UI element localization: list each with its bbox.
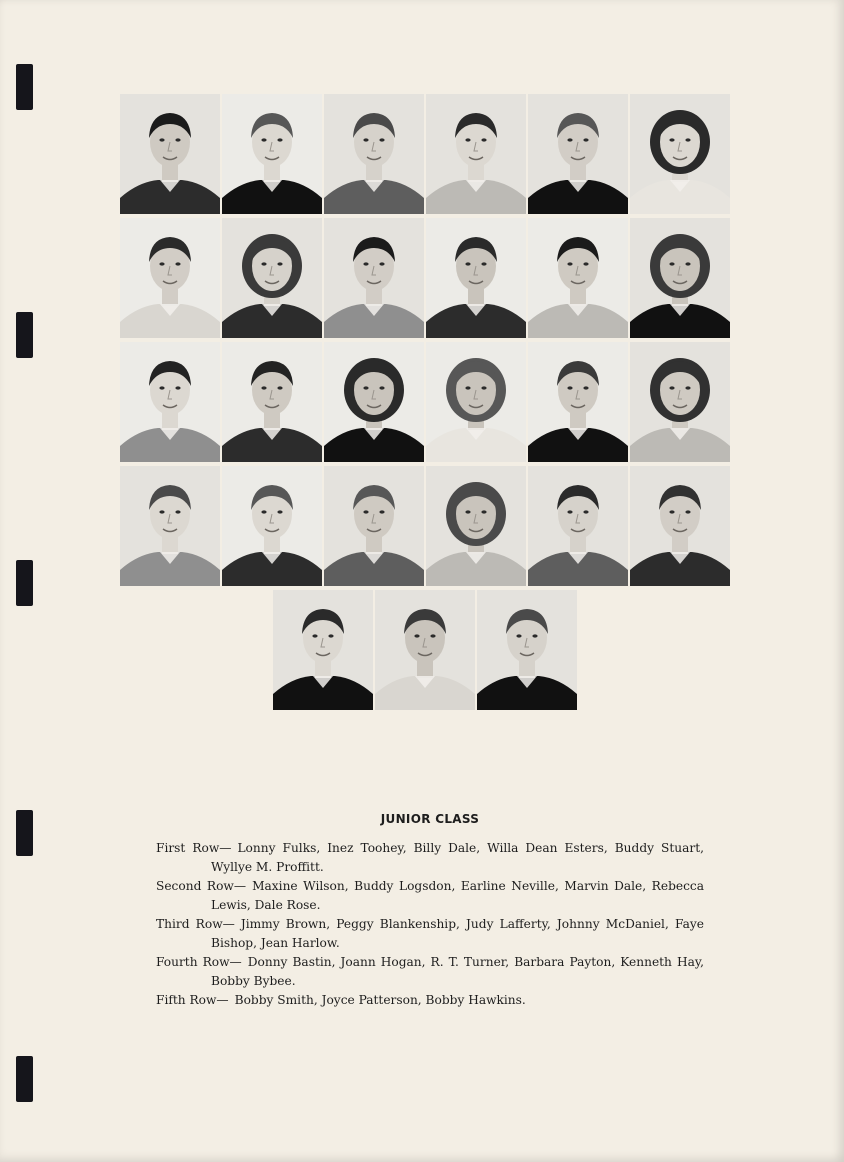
caption-row-second [156, 877, 704, 915]
photo-row-first [120, 94, 732, 216]
row-label: Fifth Row— [156, 993, 229, 1007]
student-portrait [375, 590, 475, 710]
student-portrait [630, 466, 730, 586]
caption-row-third [156, 915, 704, 953]
portrait-photo [222, 342, 322, 462]
portrait-photo [426, 466, 526, 586]
photo-row-fifth [120, 590, 732, 712]
portrait-photo [630, 466, 730, 586]
student-portrait [426, 94, 526, 214]
student-portrait [426, 218, 526, 338]
binder-hole [16, 64, 33, 110]
student-portrait [222, 94, 322, 214]
caption-row-fourth [156, 953, 704, 991]
portrait-photo [120, 94, 220, 214]
student-portrait [273, 590, 373, 710]
class-photo-grid [120, 94, 732, 714]
binder-hole [16, 1056, 33, 1102]
row-label: Second Row— [156, 879, 247, 893]
student-portrait [324, 466, 424, 586]
row-label: First Row— [156, 841, 232, 855]
student-portrait [324, 218, 424, 338]
binder-hole [16, 810, 33, 856]
student-portrait [477, 590, 577, 710]
student-portrait [120, 218, 220, 338]
junior-class-caption [156, 810, 704, 1010]
portrait-photo [324, 218, 424, 338]
portrait-photo [222, 466, 322, 586]
binder-hole [16, 312, 33, 358]
student-portrait [324, 94, 424, 214]
student-portrait [120, 342, 220, 462]
portrait-photo [426, 94, 526, 214]
student-portrait [120, 466, 220, 586]
photo-row-fourth [120, 466, 732, 588]
row-names: Bobby Smith, Joyce Patterson, Bobby Hawkins. [234, 993, 526, 1007]
row-label: Third Row— [156, 917, 235, 931]
student-portrait [426, 466, 526, 586]
portrait-photo [324, 466, 424, 586]
caption-row-fifth [156, 991, 704, 1010]
portrait-photo [120, 218, 220, 338]
row-names: Donny Bastin, Joann Hogan, R. T. Turner, Barbara Payton, Kenneth Hay, Bobby Bybee. [211, 955, 704, 988]
student-portrait [222, 218, 322, 338]
portrait-photo [630, 94, 730, 214]
row-names: Lonny Fulks, Inez Toohey, Billy Dale, Willa Dean Esters, Buddy Stuart, Wyllye M. Proffitt. [211, 841, 704, 874]
portrait-photo [528, 342, 628, 462]
caption-row-first [156, 839, 704, 877]
student-portrait [528, 342, 628, 462]
student-portrait [324, 342, 424, 462]
portrait-photo [324, 342, 424, 462]
binder-hole [16, 560, 33, 606]
portrait-photo [528, 466, 628, 586]
student-portrait [222, 342, 322, 462]
portrait-photo [528, 218, 628, 338]
portrait-photo [426, 218, 526, 338]
portrait-photo [528, 94, 628, 214]
row-names: Maxine Wilson, Buddy Logsdon, Earline Neville, Marvin Dale, Rebecca Lewis, Dale Rose. [211, 879, 704, 912]
portrait-photo [324, 94, 424, 214]
photo-row-third [120, 342, 732, 464]
student-portrait [426, 342, 526, 462]
portrait-photo [222, 94, 322, 214]
student-portrait [528, 94, 628, 214]
student-portrait [528, 466, 628, 586]
caption-title: JUNIOR CLASS [380, 812, 480, 826]
portrait-photo [426, 342, 526, 462]
portrait-photo [630, 218, 730, 338]
student-portrait [630, 94, 730, 214]
portrait-photo [273, 590, 373, 710]
student-portrait [528, 218, 628, 338]
portrait-photo [222, 218, 322, 338]
portrait-photo [630, 342, 730, 462]
portrait-photo [477, 590, 577, 710]
student-portrait [630, 342, 730, 462]
photo-row-second [120, 218, 732, 340]
portrait-photo [375, 590, 475, 710]
student-portrait [120, 94, 220, 214]
student-portrait [630, 218, 730, 338]
row-names: Jimmy Brown, Peggy Blankenship, Judy Lafferty, Johnny McDaniel, Faye Bishop, Jean Harlow. [211, 917, 705, 950]
portrait-photo [120, 466, 220, 586]
student-portrait [222, 466, 322, 586]
portrait-photo [120, 342, 220, 462]
row-label: Fourth Row— [156, 955, 242, 969]
